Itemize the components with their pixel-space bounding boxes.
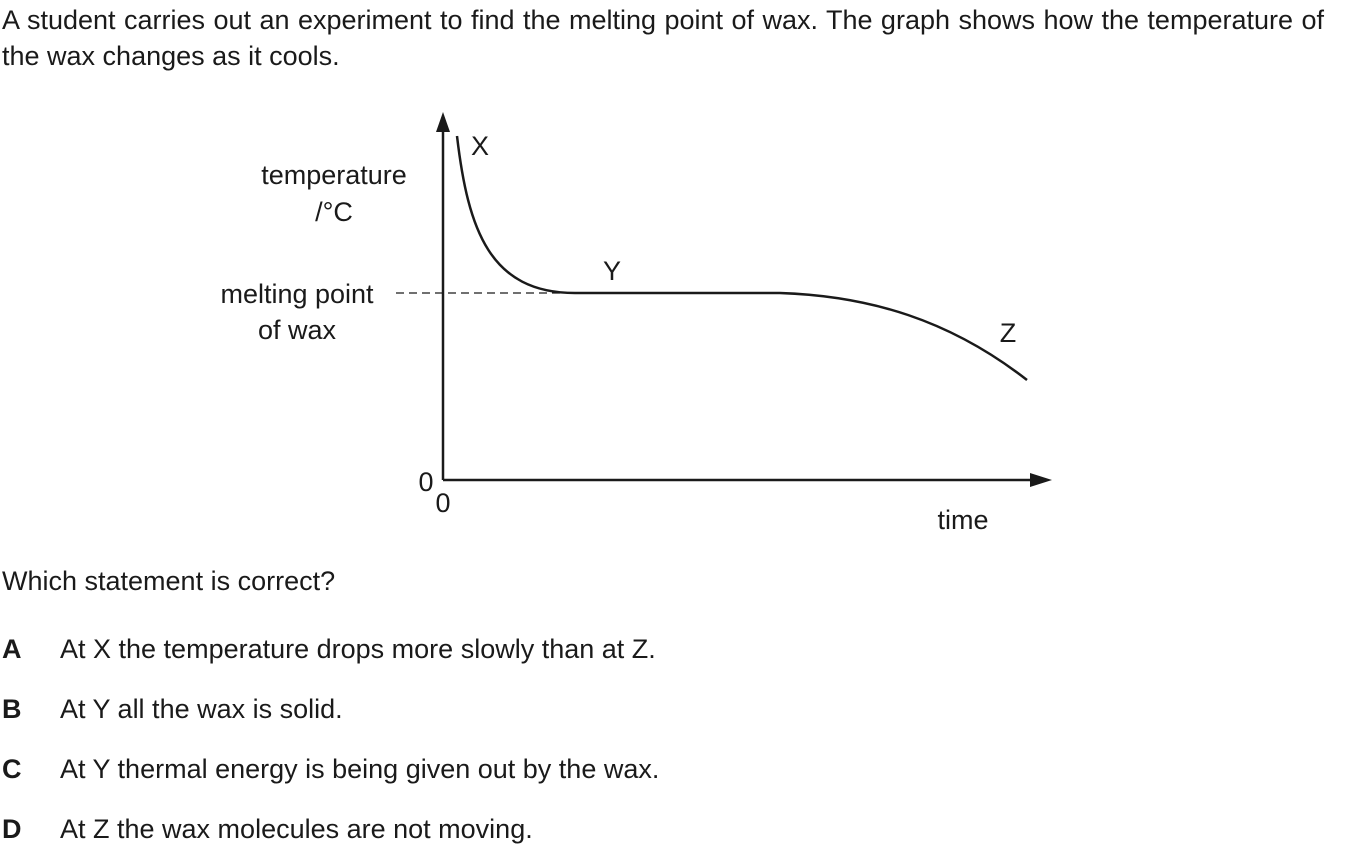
question-prompt: Which statement is correct?	[2, 566, 336, 596]
option-c[interactable]	[2, 751, 659, 787]
option-b[interactable]	[2, 691, 343, 727]
x-origin-label: 0	[435, 488, 451, 518]
point-label-z: Z	[999, 318, 1017, 348]
y-axis-label-line1: temperature	[261, 160, 407, 190]
y-axis-label-line2: /°C	[315, 197, 353, 227]
option-text: At Y thermal energy is being given out by the wax.	[60, 754, 660, 784]
point-label-y: Y	[602, 256, 622, 286]
y-axis-arrowhead	[436, 112, 450, 132]
question-stem: A student carries out an experiment to find the melting point of wax. The graph shows how the temperature of the wax changes as it cools.	[2, 5, 1324, 71]
melting-point-label-line1: melting point	[220, 279, 374, 309]
option-letter: D	[2, 814, 22, 844]
option-text: At Y all the wax is solid.	[60, 694, 343, 724]
option-a[interactable]	[2, 631, 656, 667]
x-axis-label: time	[937, 505, 989, 535]
option-d[interactable]	[2, 811, 533, 847]
option-letter: A	[2, 634, 22, 664]
point-label-x: X	[470, 131, 490, 161]
cooling-curve	[457, 136, 1027, 380]
option-letter: C	[2, 754, 22, 784]
option-text: At X the temperature drops more slowly than at Z.	[60, 634, 656, 664]
y-origin-label: 0	[418, 467, 434, 497]
x-axis-arrowhead	[1030, 473, 1052, 487]
option-letter: B	[2, 694, 22, 724]
melting-point-label-line2: of wax	[257, 315, 337, 345]
option-text: At Z the wax molecules are not moving.	[60, 814, 533, 844]
